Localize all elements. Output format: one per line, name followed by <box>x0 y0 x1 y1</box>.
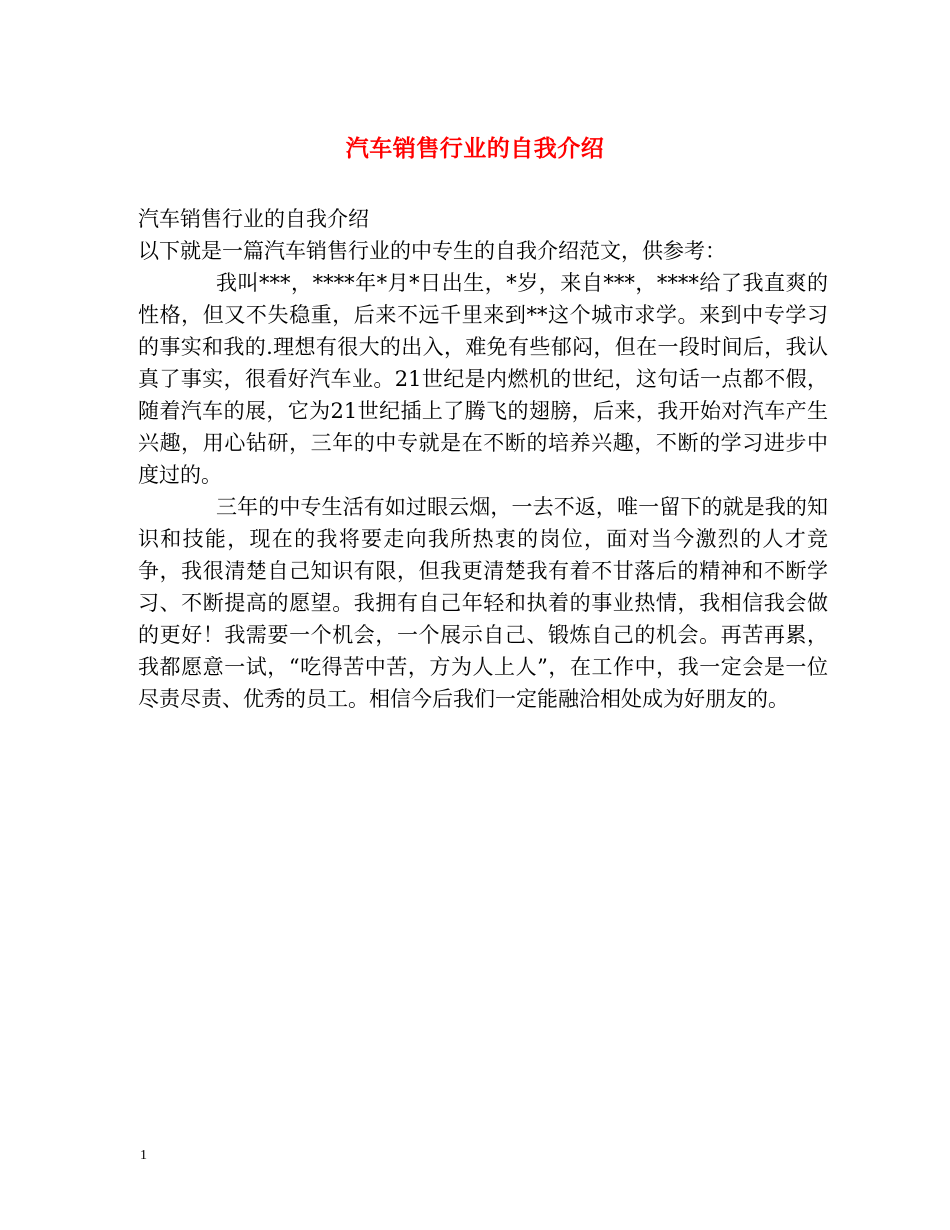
document-intro: 以下就是一篇汽车销售行业的中专生的自我介绍范文，供参考： <box>138 239 726 263</box>
document-title: 汽车销售行业的自我介绍 <box>345 135 605 162</box>
document-body <box>138 203 828 715</box>
paragraph-2: 三年的中专生活有如过眼云烟，一去不返，唯一留下的就是我的知识和技能，现在的我将要走向我所热衷的岗位，面对当今激烈的人才竞争，我很清楚自己知识有限，但我更清楚我有着不甘落后的精神和不断学习、不断提高的愿望。我拥有自己年轻和执着的事业热情，我相信我会做的更好！我需要一个机会，一个展示自己、锻炼自己的机会。再苦再累，我都愿意一试，“吃得苦中苦，方为人上人”，在工作中，我一定会是一位尽责尽责、优秀的员工。相信今后我们一定能融洽相处成为好朋友的。 <box>138 495 828 711</box>
document-subtitle: 汽车销售行业的自我介绍 <box>138 207 369 231</box>
paragraph-1: 我叫***，****年*月*日出生，*岁，来自***，****给了我直爽的性格，但又不失稳重，后来不远千里来到**这个城市求学。来到中专学习的事实和我的.理想有很大的出入，难免有些郁闷，但在一段时间后，我认真了事实，很看好汽车业。21世纪是内燃机的世纪，这句话一点都不假，随着汽车的展，它为21世纪插上了腾飞的翅膀，后来，我开始对汽车产生兴趣，用心钻研，三年的中专就是在不断的培养兴趣，不断的学习进步中度过的。 <box>138 271 828 487</box>
page-number: 1 <box>140 1148 147 1163</box>
